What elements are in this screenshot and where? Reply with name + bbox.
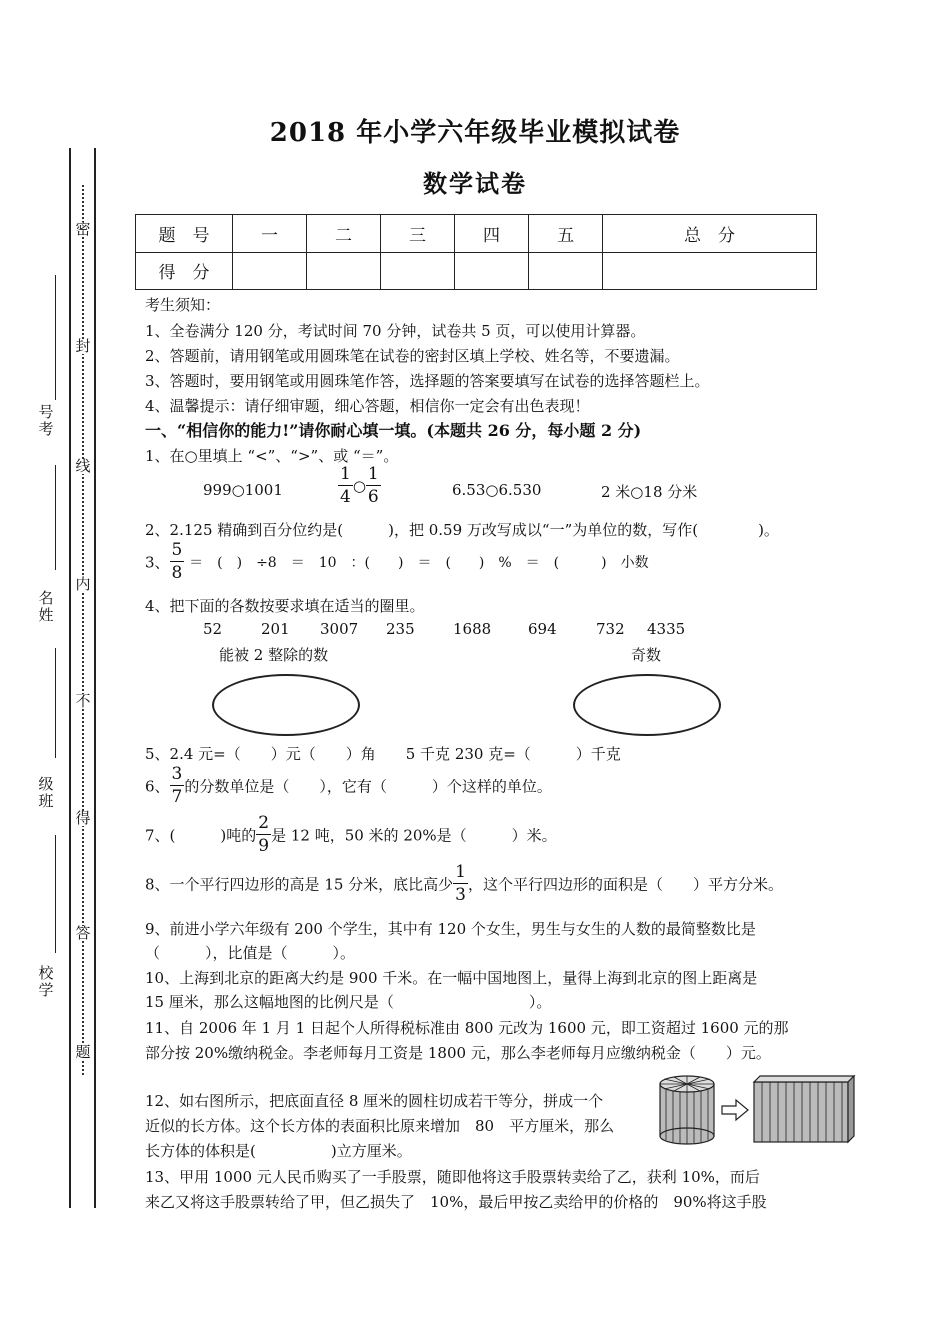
name-label: 名 [38, 589, 54, 607]
question-9-cont: （ ），比值是（ ）。 [145, 944, 356, 962]
odd-number-circle[interactable] [573, 674, 721, 736]
school-label: 校 [38, 964, 54, 982]
right-arrow-icon [722, 1100, 748, 1120]
cuboid-icon [754, 1076, 854, 1142]
q4-label-odd: 奇数 [631, 646, 662, 664]
q1-compare-d: 2 米○18 分米 [601, 483, 698, 501]
score-cell[interactable] [603, 252, 817, 290]
seal-char: 线 [75, 457, 91, 475]
notice-item: 2、答题前，请用钢笔或用圆珠笔在试卷的密封区填上学校、姓名等，不要遗漏。 [145, 347, 680, 365]
question-10: 10、上海到北京的距离大约是 900 千米。在一幅中国地图上，量得上海到北京的图上距离是 [145, 969, 758, 987]
notice-item: 4、温馨提示：请仔细审题，细心答题，相信你一定会有出色表现！ [145, 397, 590, 415]
fraction: $\frac{1}{6}$ [367, 464, 379, 507]
score-cell[interactable] [455, 252, 529, 290]
school-label: 学 [38, 981, 54, 999]
question-5: 5、2.4 元=（ ）元（ ）角 5 千克 230 克=（ ）千克 [145, 745, 621, 763]
question-13-cont: 来乙又将这手股票转给了甲，但乙损失了 10%，最后甲按乙卖给甲的价格的 90%将这手股 [145, 1193, 767, 1211]
cylinder-to-cuboid-figure [656, 1072, 856, 1148]
q1-compare-a: 999○1001 [203, 481, 283, 499]
question-12-cont: 近似的长方体。这个长方体的表面积比原来增加 80 平方厘米，那么 [145, 1117, 615, 1135]
fraction: $\frac{2}{9}$ [258, 813, 270, 856]
q4-number: 235 [386, 620, 415, 638]
q4-number: 732 [596, 620, 625, 638]
binding-outer-line [69, 148, 71, 1208]
question-3: 3、 $\frac{5}{8}$ ＝ ( ) ÷8 ＝ 10 ：( ) ＝ ( ) % ＝ ( ) 小数 [145, 540, 649, 583]
question-4: 4、把下面的各数按要求填在适当的圈里。 [145, 597, 425, 615]
question-7: 7、( )吨的 $\frac{2}{9}$ 是 12 吨，50 米的 20%是（ ）米。 [145, 813, 557, 856]
q1-compare-b: $\frac{1}{4}$ ○ $\frac{1}{6}$ [340, 464, 379, 507]
exam-number-label: 考 [38, 420, 54, 438]
section-heading: 一、“相信你的能力!”请你耐心填一填。(本题共 26 分，每小题 2 分) [145, 421, 642, 440]
score-header-cell: 一 [233, 215, 307, 253]
fraction: $\frac{1}{4}$ [340, 464, 351, 507]
score-cell[interactable] [381, 252, 455, 290]
exam-subtitle: 数学试卷 [423, 169, 527, 198]
score-cell[interactable] [529, 252, 603, 290]
seal-char: 封 [75, 337, 91, 355]
question-9: 9、前进小学六年级有 200 个学生，其中有 120 个女生，男生与女生的人数的最简整数比是 [145, 920, 756, 938]
question-8: 8、一个平行四边形的高是 15 分米，底比高少 $\frac{1}{3}$ ，这个平行四边形的面积是（ ）平方分米。 [145, 862, 784, 905]
question-12-cont: 长方体的体积是( )立方厘米。 [145, 1142, 412, 1160]
question-11: 11、自 2006 年 1 月 1 日起个人所得税标准由 800 元改为 1600 元，即工资超过 1600 元的那 [145, 1019, 789, 1037]
notice-item: 3、答题时，要用钢笔或用圆珠笔作答，选择题的答案要填写在试卷的选择答题栏上。 [145, 372, 710, 390]
label-write-line [55, 275, 56, 400]
seal-char: 不 [75, 692, 91, 710]
question-1: 1、在○里填上 “<”、“>”、或 “＝”。 [145, 447, 399, 465]
exam-title: 2018 年小学六年级毕业模拟试卷 [269, 118, 681, 148]
even-number-circle[interactable] [212, 674, 360, 736]
seal-char: 内 [75, 575, 91, 593]
label-write-line [55, 648, 56, 758]
score-header-cell: 四 [455, 215, 529, 253]
question-10-cont: 15 厘米，那么这幅地图的比例尺是（ ）。 [145, 993, 552, 1011]
notice-item: 1、全卷满分 120 分，考试时间 70 分钟，试卷共 5 页，可以使用计算器。 [145, 322, 646, 340]
fraction: $\frac{5}{8}$ [171, 540, 183, 583]
score-cell[interactable] [233, 252, 307, 290]
score-header-cell: 三 [381, 215, 455, 253]
fraction: $\frac{3}{7}$ [171, 764, 183, 807]
score-header-cell: 二 [307, 215, 381, 253]
score-header-cell: 总 分 [603, 215, 817, 253]
question-13: 13、甲用 1000 元人民币购买了一手股票，随即他将这手股票转卖给了乙，获利 10%，而后 [145, 1168, 760, 1186]
q4-number: 1688 [453, 620, 492, 638]
question-12: 12、如右图所示，把底面直径 8 厘米的圆柱切成若干等分，拼成一个 [145, 1092, 604, 1110]
score-table [135, 214, 817, 290]
notice-heading: 考生须知： [145, 296, 221, 314]
seal-char: 得 [75, 809, 91, 827]
cylinder-icon [660, 1076, 714, 1144]
seal-char: 密 [75, 220, 91, 238]
q4-number: 52 [203, 620, 223, 638]
question-11-cont: 部分按 20%缴纳税金。李老师每月工资是 1800 元，那么李老师每月应缴纳税金（ ）元。 [145, 1044, 771, 1062]
question-6: 6、 $\frac{3}{7}$ 的分数单位是（ ），它有（ ）个这样的单位。 [145, 764, 552, 807]
class-label: 级 [38, 775, 54, 793]
score-row-label: 得 分 [136, 252, 233, 290]
question-2: 2、2.125 精确到百分位约是( )，把 0.59 万改写成以“一”为单位的数，写作( )。 [145, 521, 779, 539]
q4-label-even: 能被 2 整除的数 [219, 646, 329, 664]
class-label: 班 [38, 792, 54, 810]
score-cell[interactable] [307, 252, 381, 290]
q4-number: 694 [528, 620, 557, 638]
q4-number: 201 [261, 620, 290, 638]
exam-number-label: 号 [38, 403, 54, 421]
score-table-header-row [136, 215, 817, 253]
fraction: $\frac{1}{3}$ [455, 862, 466, 905]
q4-number: 4335 [647, 620, 686, 638]
q4-number: 3007 [320, 620, 359, 638]
q1-compare-c: 6.53○6.530 [452, 481, 542, 499]
name-label: 姓 [38, 606, 54, 624]
label-write-line [55, 835, 56, 953]
score-header-cell: 五 [529, 215, 603, 253]
binding-inner-line [94, 148, 96, 1208]
score-table-score-row [136, 252, 817, 290]
seal-char: 答 [75, 924, 91, 942]
label-write-line [55, 465, 56, 570]
score-header-cell: 题 号 [136, 215, 233, 253]
seal-char: 题 [75, 1043, 91, 1061]
